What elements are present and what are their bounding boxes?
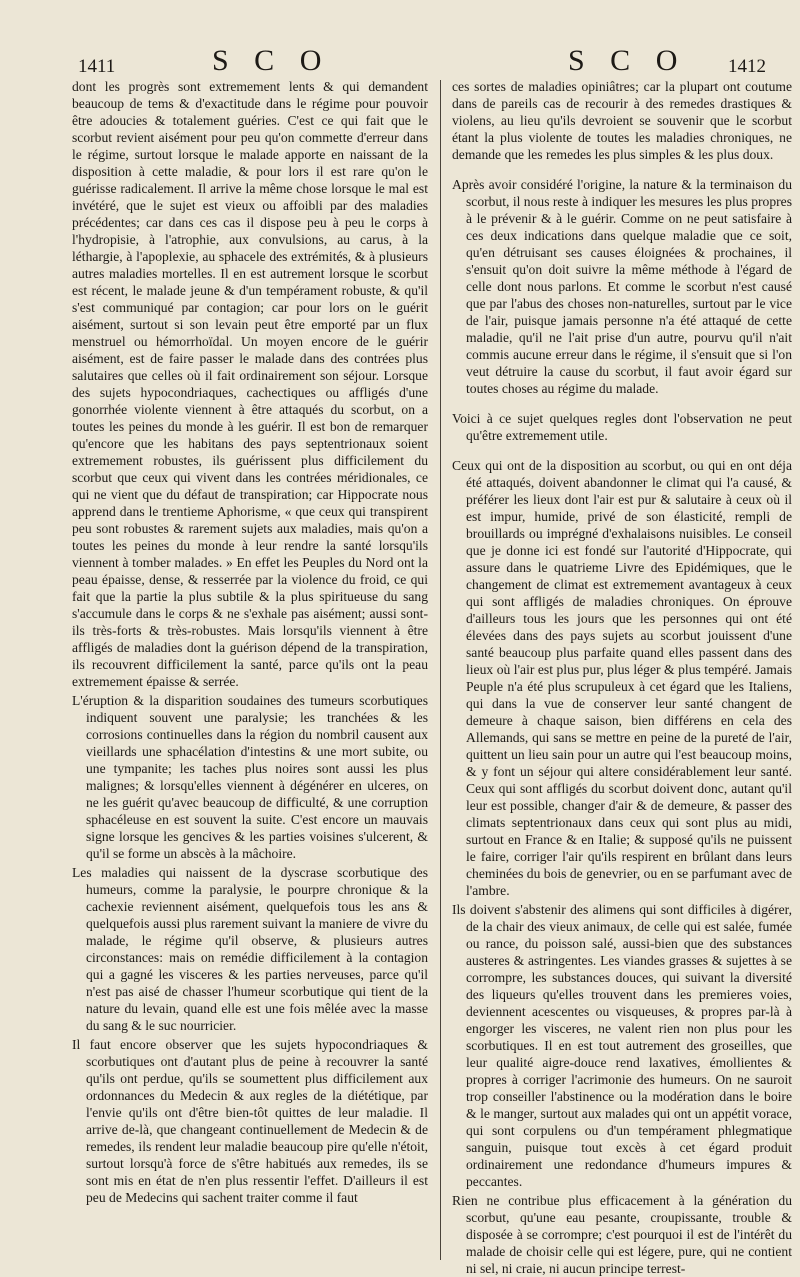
left-running-title: S C O: [212, 44, 331, 77]
left-column: [72, 78, 428, 1268]
paragraph: Les maladies qui naissent de la dyscrase scorbutique des humeurs, comme la paralysie, le pourpre chronique & la cachexie reviennent aisément, quelquefois tous les ans & quelquefois aussi plus rarement suivant la maniere de vivre du malade, le régime qu'il observe, & plusieurs autres circonstances: mais on remédie difficilement à la contagion qui a gagné les visceres & les parties nerveuses, parce qu'il n'est pas aisé de chasser l'humeur scorbutique qui tient de la nature du levain, quand elle est une fois mêlée avec la masse du sang & le suc nourricier.: [72, 865, 428, 1033]
right-column: [452, 78, 792, 1276]
paragraph: Ceux qui ont de la disposition au scorbut, ou qui en ont déja été attaqués, doivent abandonner le climat qui l'a causé, & préférer les lieux dont l'air est pur & salutaire à ceux où il est impur, humide, privé de son élasticité, rempli de brouillards ou imprégné d'exhalaisons nuisibles. Le conseil que je donne ici est fondé sur l'autorité d'Hippocrate, qui assure dans le quatrieme Livre des Epidémiques, que le changement de climat est extremement avantageux à ceux qui sont affligés de maladies chroniques. On éprouve d'ailleurs tous les jours que les personnes qui ont été élevées dans des pays sujets au scorbut jouissent d'une santé beaucoup plus parfaite quand elles passent dans des lieux où l'air est plus pur, plus léger & plus tempéré. Jamais Peuple n'a été plus scrupuleux à cet égard que les Italiens, qui dans la vue de conserver leur santé changent de demeure à chaque saison, bien différens en cela des Allemands, qui sans se mettre en peine de la pureté de l'air, quittent un lieu sain pour un autre qui l'est beaucoup moins, & y font un séjour qui altere considérablement leur santé. Ceux qui sont affligés du scorbut doivent donc, autant qu'il leur est possible, changer d'air & de demeure, & passer des climats septentrionaux dans ceux qui sont plus au midi, surtout en France & en Italie; & supposé qu'ils ne puissent le faire, corriger l'air qu'ils respirent en brûlant dans leurs cheminées du bois de genevrier, ou en se parfumant avec de l'ambre.: [452, 458, 792, 898]
paragraph: Voici à ce sujet quelques regles dont l'observation ne peut qu'être extremement utile.: [452, 411, 792, 443]
left-page-number: 1411: [78, 56, 116, 77]
right-page-number: 1412: [728, 56, 766, 77]
paragraph: Après avoir considéré l'origine, la nature & la terminaison du scorbut, il nous reste à indiquer les mesures les plus propres à le prévenir & à le guérir. Comme on ne peut satisfaire à ces deux indications dans quelque maladie que ce soit, qu'en détruisant ses causes éloignées & prochaines, il s'ensuit qu'on doit suivre la même méthode à l'égard de celle dont nous parlons. Et comme le scorbut n'est causé que par l'abus des choses non-naturelles, surtout par le vice de l'air, puisque jamais personne n'a été attaqué de cette maladie, qu'il ne l'ait prise d'un autre, pourvu qu'il n'ait commis aucune erreur dans le régime, il s'ensuit que si l'on veut détruire la cause du scorbut, il faut avoir égard sur toutes choses au régime du malade.: [452, 177, 792, 396]
paragraph: Il faut encore observer que les sujets hypocondriaques & scorbutiques ont d'autant plus de peine à recouvrer la santé qu'ils ont perdue, qu'ils se soumettent plus difficilement aux ordonnances du Medecin & aux regles de la diététique, par l'envie qu'ils ont d'être bien-tôt quittes de leur maladie. Il arrive de-là, que changeant continuellement de Medecin & de remedes, ils rendent leur maladie beaucoup pire qu'elle n'étoit, surtout lorsqu'à force de s'être habitués aux remedes, ils se sont mis en état de n'en plus ressentir l'effet. D'ailleurs il est peu de Medecins qui sachent traiter comme il faut: [72, 1037, 428, 1205]
paragraph: ces sortes de maladies opiniâtres; car la plupart ont coutume dans de pareils cas de recourir à des remedes drastiques & violens, au lieu qu'ils devroient se souvenir que le scorbut étant la plus violente de toutes les maladies chroniques, ne demande que les remedes les plus simples & les plus doux.: [452, 79, 792, 162]
paragraph: Rien ne contribue plus efficacement à la génération du scorbut, qu'une eau pesante, croupissante, trouble & disposée à se corrompre; c'est pourquoi il est de l'intérêt du malade de choisir celle qui est légere, pure, qui ne contient ni sel, ni craie, ni aucun principe terrest-: [452, 1193, 792, 1276]
right-running-title: S C O: [568, 44, 687, 77]
column-divider: [440, 80, 441, 1260]
paragraph: Ils doivent s'abstenir des alimens qui sont difficiles à digérer, de la chair des vieux animaux, de celle qui est salée, fumée ou rance, du poisson salé, aussi-bien que des substances austeres & astringentes. Les viandes grasses & sujettes à se corrompre, les substances douces, qui suivant la diversité des liqueurs qu'elles trouvent dans les premieres voies, deviennent acescentes ou visqueuses, & propres par-là à engorger les visceres, ne valent rien non plus pour les scorbutiques. Il en est tout autrement des groseilles, que leur qualité aigre-douce rend laxatives, émollientes & propres à corriger l'acrimonie des humeurs. On ne sauroit trop conseiller l'abstinence ou la modération dans le boire & le manger, surtout aux malades qui ont un appétit vorace, qui sont corpulens ou d'un tempérament phlegmatique sanguin, puisque tout excès à cet égard produit ordinairement une redondance d'humeurs impures & peccantes.: [452, 902, 792, 1189]
paragraph: L'éruption & la disparition soudaines des tumeurs scorbutiques indiquent souvent une paralysie; les tranchées & les corrosions continuelles dans la région du nombril causent aux vieillards une sphacélation d'intestins & une mort subite, ou une tympanite; les taches plus noires sont aussi les plus malignes; & lorsqu'elles viennent à dégénérer en ulceres, on ne les guérit qu'avec beaucoup de difficulté, & une corruption sphacéleuse en est souvent la suite. C'est encore un mauvais signe lorsque les gencives & les parties voisines s'ulcerent, & qu'il se forme un abscès à la mâchoire.: [72, 693, 428, 861]
paragraph: dont les progrès sont extremement lents & qui demandent beaucoup de tems & d'exactitude dans le régime pour pouvoir être adoucies & totalement guéries. C'est ce qui fait que le scorbut revient aisément pour peu qu'on commette d'erreur dans le régime, surtout lorsque le malade apporte en naissant de la disposition à cette maladie, & pour lors il est rare qu'on le guérisse radicalement. Il arrive la même chose lorsque le mal est invétéré, que le sujet est vieux ou affoibli par des maladies précédentes; car dans ces cas il dispose peu à peu le corps à l'hydropisie, à l'atrophie, aux convulsions, au carus, à la léthargie, à l'apoplexie, au sphacele des extrémités, & à plusieurs autres maladies mortelles. Il en est autrement lorsque le scorbut est récent, le malade jeune & d'un tempérament robuste, & qu'il s'est communiqué par contagion; car pour lors on le guérit aisément, surtout si son levain peut être emporté par un flux menstruel ou hémorrhoïdal. Un moyen encore de le guérir aisément, est de faire passer le malade dans des contrées plus salutaires que celles où il fait ordinairement son séjour. Lorsque des sujets hypocondriaques, cachectiques ou affligés d'une gonorrhée violente viennent à être attaqués du scorbut, on a toutes les peines du monde à les guérir. Il est bon de remarquer qu'encore que les habitans des pays septentrionaux soient extremement robustes, ils guérissent plus difficilement du scorbut que ceux qui vivent dans les contrées méridionales, ce qui ne vient que du défaut de transpiration; car Hippocrate nous apprend dans le trentieme Aphorisme, « que ceux qui transpirent peu sont robustes & rarement sujets aux maladies, mais qu'on a toutes les peines du monde à leur rendre la santé lorsqu'ils viennent à tomber malades. » En effet les Peuples du Nord ont la peau épaisse, dense, & resserrée par la violence du froid, ce qui fait que la partie la plus subtile & la plus spiritueuse du sang s'accumule dans le corps & ne s'exhale pas aisément; aussi sont-ils très-forts & très-robustes. Mais lorsqu'ils viennent à être affligés de maladies dont la guérison dépend de la transpiration, ils recouvrent difficilement la santé, parce qu'ils ont la peau extremement épaisse & serrée.: [72, 79, 428, 689]
